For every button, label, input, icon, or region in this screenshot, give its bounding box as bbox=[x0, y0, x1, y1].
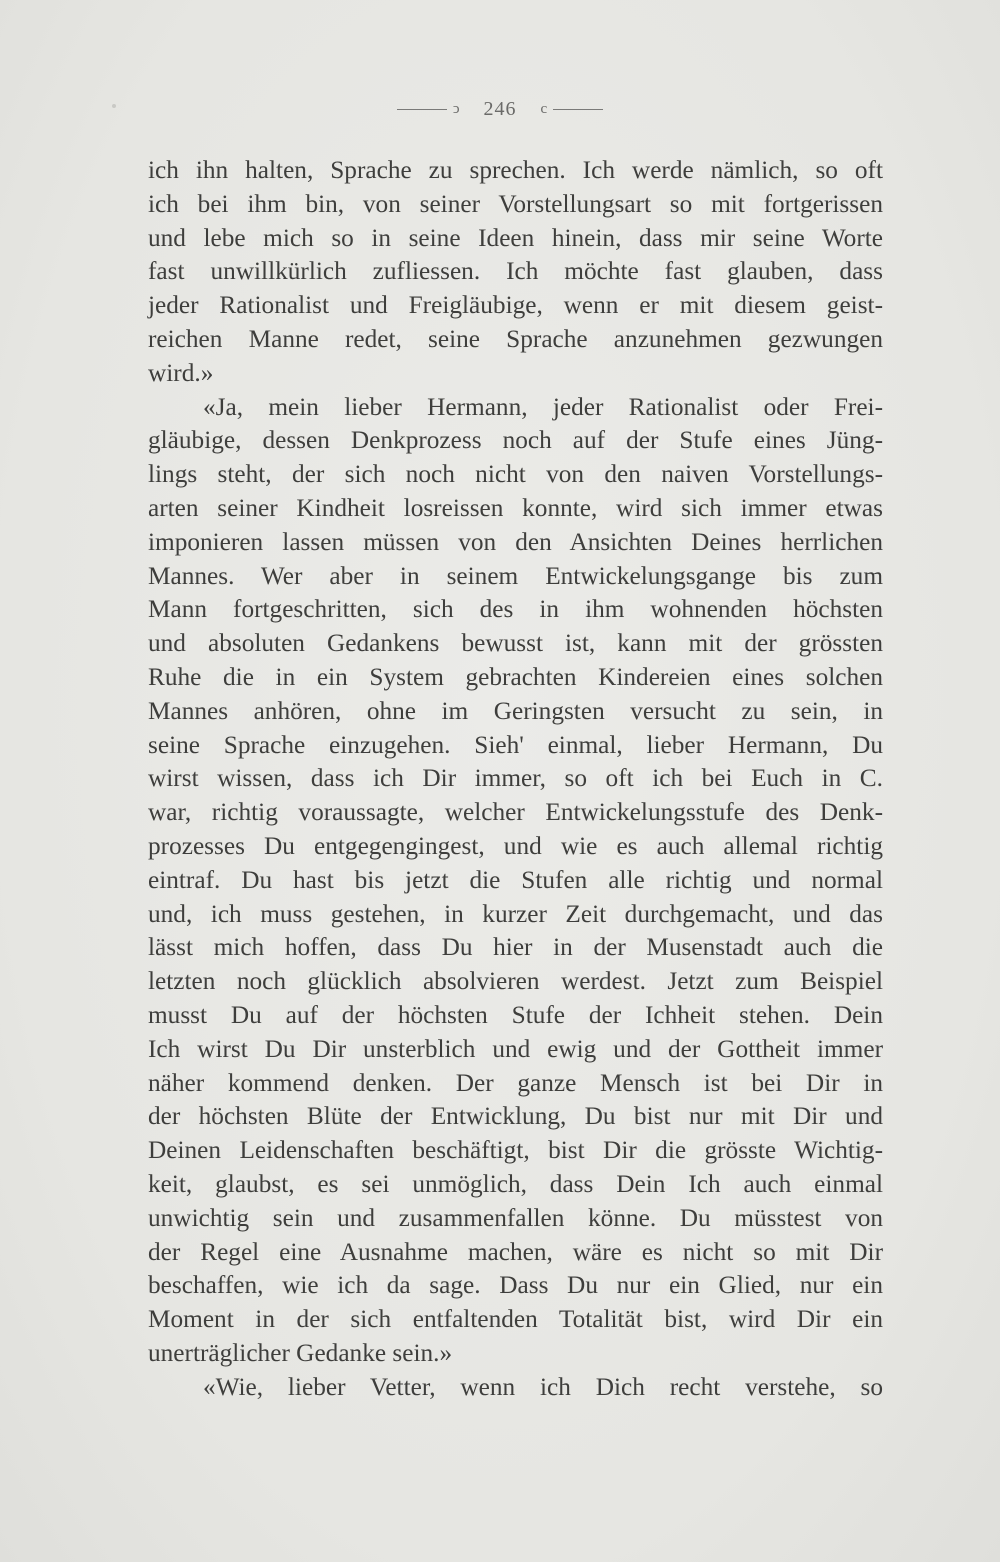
text-line: unerträglicher Gedanke sein.» bbox=[148, 1338, 453, 1367]
text-line: eintraf. Du hast bis jetzt die Stufen alle richtig und normal bbox=[148, 865, 883, 894]
header-rule-left bbox=[397, 109, 447, 110]
text-line: imponieren lassen müssen von den Ansichten Deines herrlichen bbox=[148, 527, 883, 556]
text-line: Ich wirst Du Dir unsterblich und ewig und der Gottheit immer bbox=[148, 1034, 883, 1063]
page-number: 246 bbox=[483, 98, 517, 120]
text-line: «Ja, mein lieber Hermann, jeder Rationalist oder Frei- bbox=[203, 392, 883, 421]
body-text bbox=[148, 154, 883, 1404]
text-line: arten seiner Kindheit losreissen konnte, wird sich immer etwas bbox=[148, 493, 883, 522]
text-line: und lebe mich so in seine Ideen hinein, dass mir seine Worte bbox=[148, 223, 883, 252]
text-line: ich bei ihm bin, von seiner Vorstellungsart so mit fortgerissen bbox=[148, 189, 883, 218]
text-line: keit, glaubst, es sei unmöglich, dass Dein Ich auch einmal bbox=[148, 1169, 883, 1198]
text-line: Mann fortgeschritten, sich des in ihm wohnenden höchsten bbox=[148, 595, 883, 624]
text-line: prozesses Du entgegengingest, und wie es auch allemal richtig bbox=[148, 831, 883, 860]
text-line: jeder Rationalist und Freigläubige, wenn er mit diesem geist- bbox=[148, 291, 883, 320]
text-line: Ruhe die in ein System gebrachten Kindereien eines solchen bbox=[148, 662, 883, 691]
text-line: war, richtig voraussagte, welcher Entwickelungsstufe des Denk- bbox=[148, 798, 883, 827]
text-line: lings steht, der sich noch nicht von den naiven Vorstellungs- bbox=[148, 460, 883, 489]
text-line: fast unwillkürlich zufliessen. Ich möchte fast glauben, dass bbox=[148, 257, 883, 286]
text-line: Mannes. Wer aber in seinem Entwickelungsgange bis zum bbox=[148, 561, 883, 590]
text-line: wirst wissen, dass ich Dir immer, so oft ich bei Euch in C. bbox=[148, 764, 883, 793]
header-rule-right bbox=[553, 109, 603, 110]
page-header bbox=[0, 98, 1000, 121]
header-ornament-left: ↄ bbox=[452, 101, 460, 117]
text-line: letzten noch glücklich absolvieren werdest. Jetzt zum Beispiel bbox=[148, 967, 883, 996]
text-line: gläubige, dessen Denkprozess noch auf der Stufe eines Jüng- bbox=[148, 426, 883, 455]
header-ornament-right: c bbox=[540, 101, 548, 117]
text-line: wird.» bbox=[148, 358, 214, 387]
text-line: näher kommend denken. Der ganze Mensch ist bei Dir in bbox=[148, 1068, 883, 1097]
text-line: musst Du auf der höchsten Stufe der Ichheit stehen. Dein bbox=[148, 1000, 883, 1029]
text-line: Mannes anhören, ohne im Geringsten versucht zu sein, in bbox=[148, 696, 883, 725]
text-line: lässt mich hoffen, dass Du hier in der Musenstadt auch die bbox=[148, 933, 883, 962]
text-line: und, ich muss gestehen, in kurzer Zeit durchgemacht, und das bbox=[148, 899, 883, 928]
text-line: Deinen Leidenschaften beschäftigt, bist Dir die grösste Wichtig- bbox=[148, 1136, 883, 1165]
text-line: ich ihn halten, Sprache zu sprechen. Ich werde nämlich, so oft bbox=[148, 156, 883, 184]
text-line: beschaffen, wie ich da sage. Dass Du nur ein Glied, nur ein bbox=[148, 1271, 883, 1300]
text-line: Moment in der sich entfaltenden Totalität bist, wird Dir ein bbox=[148, 1305, 883, 1334]
text-line: unwichtig sein und zusammenfallen könne. Du müsstest von bbox=[148, 1203, 883, 1232]
text-line: «Wie, lieber Vetter, wenn ich Dich recht verstehe, so bbox=[203, 1372, 883, 1401]
text-line: und absoluten Gedankens bewusst ist, kann mit der grössten bbox=[148, 629, 883, 658]
text-line: reichen Manne redet, seine Sprache anzunehmen gezwungen bbox=[148, 324, 883, 353]
text-line: der Regel eine Ausnahme machen, wäre es nicht so mit Dir bbox=[148, 1237, 883, 1266]
text-line: seine Sprache einzugehen. Sieh' einmal, lieber Hermann, Du bbox=[148, 730, 883, 759]
text-line: der höchsten Blüte der Entwicklung, Du bist nur mit Dir und bbox=[148, 1102, 883, 1131]
